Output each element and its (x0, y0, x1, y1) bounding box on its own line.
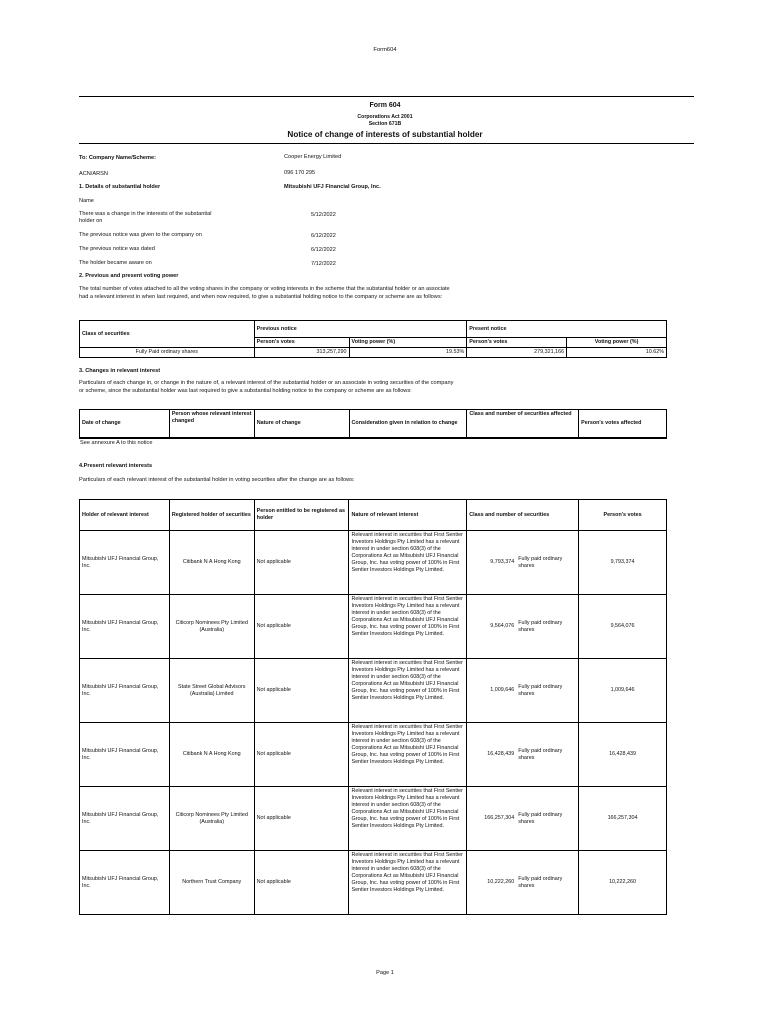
registered-holder-cell: Citibank N A Hong Kong (169, 531, 254, 595)
table-row (80, 851, 667, 915)
section-title: Section 671B (368, 120, 402, 127)
persons-votes-cell: 16,428,439 (579, 723, 667, 787)
registered-holder-cell: State Street Global Advisors (Australia) Limited (169, 659, 254, 723)
table-row (80, 787, 667, 851)
section2-paragraph: The total number of votes attached to all the voting shares in the company or voting interests in the scheme that the substantial holder or an associate had a relevant interest in when last required, and when now required, to give a substantial holding notice to the company or scheme are as follows: (79, 286, 450, 300)
class-number-cell (467, 595, 579, 659)
persons-votes-cell: 1,009,646 (579, 659, 667, 723)
class-number-wrap (469, 812, 576, 826)
title-block (0, 102, 770, 140)
interest-nature-cell: Relevant interest in securities that First Sentier Investors Holdings Pty Limited has a relevant interest in under section 608(3) of the Corporations Act as Mitsubishi UFJ Financial Group, Inc. has voting power of 100% in First Sentier Investors Holdings Pty Limited. (349, 787, 467, 851)
aware-label: The holder became aware on (79, 260, 152, 266)
row-pres-power: 10.62% (567, 347, 667, 357)
table-row (80, 659, 667, 723)
col-class: Class of securities (80, 321, 255, 348)
col-pres-votes: Person's votes (467, 338, 567, 348)
registered-holder-cell: Citibank N A Hong Kong (169, 723, 254, 787)
title-rule (79, 143, 694, 144)
registered-holder-cell: Citicorp Nominees Pty Limited (Australia) (169, 595, 254, 659)
securities-number: 16,428,439 (487, 751, 515, 758)
persons-votes-cell: 166,257,304 (579, 787, 667, 851)
entitled-cell: Not applicable (254, 723, 349, 787)
section4-heading: 4.Present relevant interests (79, 463, 153, 469)
entitled-cell: Not applicable (254, 659, 349, 723)
holder-cell: Mitsubishi UFJ Financial Group, Inc. (80, 851, 170, 915)
col-date: Date of change (80, 410, 170, 438)
row-prev-votes: 313,257,290 (254, 347, 349, 357)
top-rule (79, 96, 694, 97)
holder-value: Mitsubishi UFJ Financial Group, Inc. (284, 184, 381, 190)
class-number-cell (467, 851, 579, 915)
col-votes-affected: Person's votes affected (579, 410, 667, 438)
interest-nature-cell: Relevant interest in securities that First Sentier Investors Holdings Pty Limited has a relevant interest in under section 608(3) of the Corporations Act as Mitsubishi UFJ Financial Group, Inc. has voting power of 100% in First Sentier Investors Holdings Pty Limited. (349, 851, 467, 915)
row-pres-votes: 279,321,166 (467, 347, 567, 357)
col-holder: Holder of relevant interest (80, 500, 170, 531)
table-row (80, 531, 667, 595)
securities-class: Fully paid ordinary shares (518, 875, 563, 889)
col-nature: Nature of change (254, 410, 349, 438)
interest-nature-cell: Relevant interest in securities that First Sentier Investors Holdings Pty Limited has a relevant interest in under section 608(3) of the Corporations Act as Mitsubishi UFJ Financial Group, Inc. has voting power of 100% in First Sentier Investors Holdings Pty Limited. (349, 531, 467, 595)
annexure-line (79, 438, 667, 439)
holder-cell: Mitsubishi UFJ Financial Group, Inc. (80, 595, 170, 659)
interest-nature-cell: Relevant interest in securities that First Sentier Investors Holdings Pty Limited has a relevant interest in under section 608(3) of the Corporations Act as Mitsubishi UFJ Financial Group, Inc. has voting power of 100% in First Sentier Investors Holdings Pty Limited. (349, 595, 467, 659)
acn-value: 096 170 295 (284, 170, 316, 176)
running-header: Form604 (373, 47, 397, 53)
form-title: Form 604 (369, 102, 401, 109)
securities-class: Fully paid ordinary shares (518, 619, 563, 633)
securities-number: 9,793,374 (490, 559, 515, 566)
prev-given-label: The previous notice was given to the company on (79, 232, 202, 238)
entitled-cell: Not applicable (254, 851, 349, 915)
registered-holder-cell: Northern Trust Company (169, 851, 254, 915)
col-pres-power: Voting power (%) (567, 338, 667, 348)
registered-holder-cell: Citicorp Nominees Pty Limited (Australia) (169, 787, 254, 851)
row-prev-power: 19.53% (349, 347, 467, 357)
securities-number: 1,009,646 (490, 687, 515, 694)
col-interest-nature: Nature of relevant interest (349, 500, 467, 531)
section3-heading: 3. Changes in relevant interest (79, 368, 161, 374)
to-value: Cooper Energy Limited (284, 154, 342, 160)
class-number-cell (467, 723, 579, 787)
col-person: Person whose relevant interest changed (169, 410, 254, 438)
securities-class: Fully paid ordinary shares (518, 747, 563, 761)
changes-table (79, 409, 667, 438)
annexure-note: See annexure A to this notice (80, 440, 153, 446)
col-consideration: Consideration given in relation to change (349, 410, 467, 438)
notice-title: Notice of change of interests of substantial holder (287, 129, 483, 139)
table-row (80, 595, 667, 659)
col-prev-power: Voting power (%) (349, 338, 467, 348)
entitled-cell: Not applicable (254, 531, 349, 595)
holder-cell: Mitsubishi UFJ Financial Group, Inc. (80, 659, 170, 723)
acn-label: ACN/ARSN (79, 171, 108, 177)
act-title: Corporations Act 2001 (357, 113, 413, 120)
securities-number: 10,222,260 (487, 879, 515, 886)
col-class-number: Class and number of securities (467, 500, 579, 531)
securities-class: Fully paid ordinary shares (518, 555, 563, 569)
col-entitled: Person entitled to be registered as holder (254, 500, 349, 531)
entitled-cell: Not applicable (254, 595, 349, 659)
col-registered: Registered holder of securities (169, 500, 254, 531)
securities-class: Fully paid ordinary shares (518, 683, 563, 697)
section4-paragraph: Particulars of each relevant interest of the substantial holder in voting securities after the change are as follows: (79, 477, 355, 483)
col-previous: Previous notice (254, 321, 467, 338)
prev-dated-label: The previous notice was dated (79, 246, 155, 252)
class-number-wrap (469, 748, 576, 762)
holder-cell: Mitsubishi UFJ Financial Group, Inc. (80, 531, 170, 595)
class-number-wrap (469, 684, 576, 698)
class-number-wrap (469, 556, 576, 570)
persons-votes-cell: 9,564,076 (579, 595, 667, 659)
holder-cell: Mitsubishi UFJ Financial Group, Inc. (80, 723, 170, 787)
change-label: There was a change in the interests of the substantial holder on (79, 211, 212, 224)
persons-votes-cell: 10,222,260 (579, 851, 667, 915)
col-class-affected: Class and number of securities affected (467, 410, 579, 438)
table-row (80, 723, 667, 787)
interest-nature-cell: Relevant interest in securities that First Sentier Investors Holdings Pty Limited has a relevant interest in under section 608(3) of the Corporations Act as Mitsubishi UFJ Financial Group, Inc. has voting power of 100% in First Sentier Investors Holdings Pty Limited. (349, 723, 467, 787)
class-number-cell (467, 531, 579, 595)
securities-class: Fully paid ordinary shares (518, 811, 563, 825)
class-number-wrap (469, 620, 576, 634)
page-number: Page 1 (376, 970, 394, 976)
class-number-cell (467, 659, 579, 723)
aware-value: 7/12/2022 (311, 261, 336, 267)
row-class: Fully Paid ordinary shares (80, 347, 255, 357)
section2-heading: 2. Previous and present voting power (79, 273, 179, 279)
relevant-interests-table (79, 499, 667, 915)
class-number-cell (467, 787, 579, 851)
to-label: To: Company Name/Scheme: (79, 155, 156, 161)
voting-power-table (79, 320, 667, 358)
holder-cell: Mitsubishi UFJ Financial Group, Inc. (80, 787, 170, 851)
securities-number: 9,564,076 (490, 623, 515, 630)
change-value: 5/12/2022 (311, 212, 336, 218)
interest-nature-cell: Relevant interest in securities that First Sentier Investors Holdings Pty Limited has a relevant interest in under section 608(3) of the Corporations Act as Mitsubishi UFJ Financial Group, Inc. has voting power of 100% in First Sentier Investors Holdings Pty Limited. (349, 659, 467, 723)
holder-heading: 1. Details of substantial holder (79, 184, 161, 190)
prev-dated-value: 6/12/2022 (311, 247, 336, 253)
entitled-cell: Not applicable (254, 787, 349, 851)
col-present: Present notice (467, 321, 667, 338)
class-number-wrap (469, 876, 576, 890)
col-persons-votes: Person's votes (579, 500, 667, 531)
name-label: Name (79, 198, 94, 204)
securities-number: 166,257,304 (484, 815, 515, 822)
persons-votes-cell: 9,793,374 (579, 531, 667, 595)
section3-paragraph: Particulars of each change in, or change in the nature of, a relevant interest of the substantial holder or an associate in voting securities of the company or scheme, since the substantial holder was last required to give a substantial holding notice to the company or scheme are as follows: (79, 380, 454, 394)
prev-given-value: 6/12/2022 (311, 233, 336, 239)
col-prev-votes: Person's votes (254, 338, 349, 348)
